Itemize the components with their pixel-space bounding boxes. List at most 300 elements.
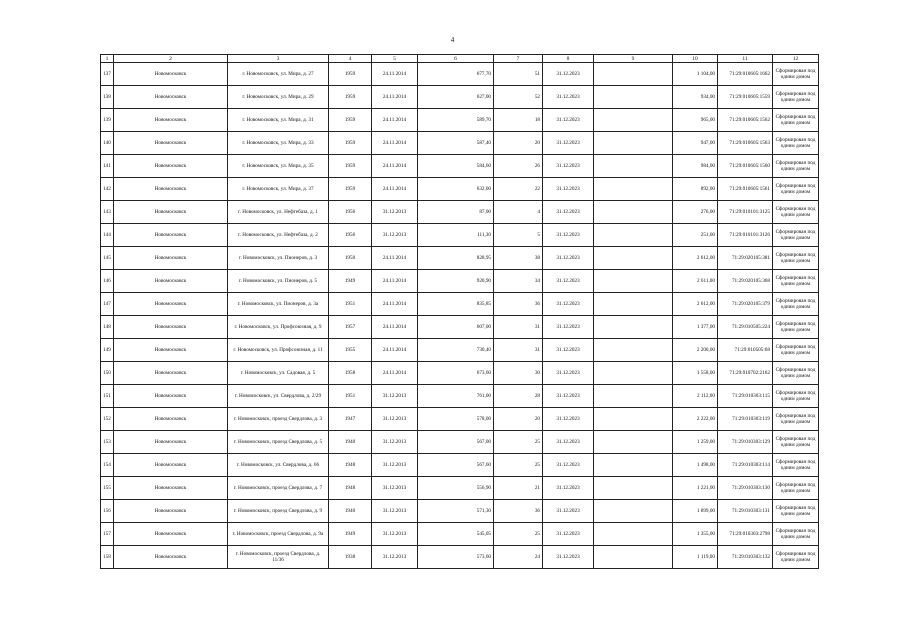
cell-date: 24.11.2014 bbox=[372, 63, 418, 86]
cell-note: Сформирован под одним домом bbox=[773, 339, 819, 362]
cell-note: Сформирован под одним домом bbox=[773, 523, 819, 546]
cell-cadastral-number: 71:29:010101:3126 bbox=[718, 224, 773, 247]
cell-year-built: 1959 bbox=[329, 132, 372, 155]
cell-row-number: 145 bbox=[101, 247, 114, 270]
column-header-11: 11 bbox=[718, 55, 773, 63]
cell-area: 578,00 bbox=[418, 408, 494, 431]
cell-date: 31.12.2013 bbox=[372, 408, 418, 431]
cell-count: 36 bbox=[494, 293, 543, 316]
cell-date: 24.11.2014 bbox=[372, 339, 418, 362]
cell-deadline: 31.12.2023 bbox=[543, 408, 594, 431]
table-row bbox=[101, 339, 819, 362]
table-row bbox=[101, 109, 819, 132]
cell-address: г. Новомосковск, ул. Пионеров, д. 5 bbox=[228, 270, 329, 293]
cell-land-area: 2 611,00 bbox=[673, 270, 718, 293]
cell-note: Сформирован под одним домом bbox=[773, 500, 819, 523]
cell-row-number: 148 bbox=[101, 316, 114, 339]
cell-count: 22 bbox=[494, 178, 543, 201]
cell-count: 25 bbox=[494, 431, 543, 454]
cell-address: г. Новомосковск, ул. Мира, д. 37 bbox=[228, 178, 329, 201]
cell-count: 34 bbox=[494, 270, 543, 293]
cell-land-area: 2 200,00 bbox=[673, 339, 718, 362]
cell-empty bbox=[594, 247, 673, 270]
cell-deadline: 31.12.2023 bbox=[543, 500, 594, 523]
cell-settlement: Новомосковск bbox=[114, 500, 228, 523]
cell-area: 571,30 bbox=[418, 500, 494, 523]
table-row bbox=[101, 132, 819, 155]
column-header-8: 8 bbox=[543, 55, 594, 63]
cell-year-built: 1955 bbox=[329, 339, 372, 362]
cell-address: г. Новомосковск, ул. Мира, д. 27 bbox=[228, 63, 329, 86]
cell-cadastral-number: 71:29:010505:224 bbox=[718, 316, 773, 339]
cell-date: 24.11.2014 bbox=[372, 86, 418, 109]
cell-cadastral-number: 71:29:010303:129 bbox=[718, 431, 773, 454]
cell-row-number: 143 bbox=[101, 201, 114, 224]
cell-empty bbox=[594, 155, 673, 178]
table-row bbox=[101, 155, 819, 178]
column-header-3: 3 bbox=[228, 55, 329, 63]
column-header-2: 2 bbox=[114, 55, 228, 63]
cell-year-built: 1959 bbox=[329, 109, 372, 132]
cell-date: 31.12.2013 bbox=[372, 385, 418, 408]
cell-area: 632,00 bbox=[418, 178, 494, 201]
table-row bbox=[101, 316, 819, 339]
cell-year-built: 1959 bbox=[329, 63, 372, 86]
table-row bbox=[101, 408, 819, 431]
cell-land-area: 934,00 bbox=[673, 86, 718, 109]
cell-count: 18 bbox=[494, 109, 543, 132]
cell-empty bbox=[594, 431, 673, 454]
cell-note: Сформирован под одним домом bbox=[773, 224, 819, 247]
cell-deadline: 31.12.2023 bbox=[543, 247, 594, 270]
cell-deadline: 31.12.2023 bbox=[543, 132, 594, 155]
cell-empty bbox=[594, 385, 673, 408]
cell-cadastral-number: 71:29:010303:131 bbox=[718, 500, 773, 523]
cell-note: Сформирован под одним домом bbox=[773, 431, 819, 454]
cell-date: 31.12.2013 bbox=[372, 454, 418, 477]
cell-address: г. Новомосковск, ул. Профсоюзная, д. 11 bbox=[228, 339, 329, 362]
cell-deadline: 31.12.2023 bbox=[543, 178, 594, 201]
cell-empty bbox=[594, 132, 673, 155]
cell-deadline: 31.12.2023 bbox=[543, 109, 594, 132]
cell-address: г. Новомосковск, ул. Свердлова, д. 2/29 bbox=[228, 385, 329, 408]
cell-land-area: 1 899,00 bbox=[673, 500, 718, 523]
cell-deadline: 31.12.2023 bbox=[543, 523, 594, 546]
cell-date: 31.12.2013 bbox=[372, 523, 418, 546]
cell-year-built: 1951 bbox=[329, 385, 372, 408]
cell-count: 21 bbox=[494, 477, 543, 500]
cell-area: 589,70 bbox=[418, 109, 494, 132]
cell-count: 31 bbox=[494, 316, 543, 339]
cell-land-area: 947,00 bbox=[673, 132, 718, 155]
cell-area: 835,85 bbox=[418, 293, 494, 316]
cell-row-number: 153 bbox=[101, 431, 114, 454]
cell-year-built: 1940 bbox=[329, 431, 372, 454]
column-header-6: 6 bbox=[418, 55, 494, 63]
cell-area: 111,30 bbox=[418, 224, 494, 247]
cell-settlement: Новомосковск bbox=[114, 408, 228, 431]
column-header-12: 12 bbox=[773, 55, 819, 63]
cell-empty bbox=[594, 270, 673, 293]
cell-address: г. Новомосковск, ул. Мира, д. 33 bbox=[228, 132, 329, 155]
cell-row-number: 139 bbox=[101, 109, 114, 132]
cell-year-built: 1949 bbox=[329, 270, 372, 293]
cell-note: Сформирован под одним домом bbox=[773, 385, 819, 408]
cell-row-number: 155 bbox=[101, 477, 114, 500]
cell-note: Сформирован под одним домом bbox=[773, 546, 819, 569]
cell-year-built: 1948 bbox=[329, 454, 372, 477]
cell-year-built: 1959 bbox=[329, 155, 372, 178]
cell-settlement: Новомосковск bbox=[114, 454, 228, 477]
cell-cadastral-number: 71:29:010605:1561 bbox=[718, 178, 773, 201]
cell-row-number: 157 bbox=[101, 523, 114, 546]
cell-land-area: 1 221,00 bbox=[673, 477, 718, 500]
cell-deadline: 31.12.2023 bbox=[543, 293, 594, 316]
table-row bbox=[101, 546, 819, 569]
cell-row-number: 147 bbox=[101, 293, 114, 316]
cell-land-area: 1 119,00 bbox=[673, 546, 718, 569]
cell-deadline: 31.12.2023 bbox=[543, 86, 594, 109]
cell-empty bbox=[594, 201, 673, 224]
cell-deadline: 31.12.2023 bbox=[543, 201, 594, 224]
cell-cadastral-number: 71:29:010303:2798 bbox=[718, 523, 773, 546]
cell-address: г. Новомосковск, ул. Мира, д. 31 bbox=[228, 109, 329, 132]
cell-note: Сформирован под одним домом bbox=[773, 178, 819, 201]
cell-land-area: 1 104,00 bbox=[673, 63, 718, 86]
cell-date: 24.11.2014 bbox=[372, 270, 418, 293]
cell-year-built: 1947 bbox=[329, 408, 372, 431]
cell-address: г. Новомосковск, проезд Свердлова, д. 9 bbox=[228, 500, 329, 523]
cell-address: г. Новомосковск, ул. Мира, д. 29 bbox=[228, 86, 329, 109]
cell-settlement: Новомосковск bbox=[114, 431, 228, 454]
cell-cadastral-number: 71:29:010101:3125 bbox=[718, 201, 773, 224]
cell-land-area: 2 612,00 bbox=[673, 293, 718, 316]
table-row bbox=[101, 500, 819, 523]
cell-address: г. Новомосковск, ул. Нефтебаза, д. 2 bbox=[228, 224, 329, 247]
cell-deadline: 31.12.2023 bbox=[543, 454, 594, 477]
cell-row-number: 140 bbox=[101, 132, 114, 155]
cell-land-area: 1 259,00 bbox=[673, 431, 718, 454]
cell-row-number: 138 bbox=[101, 86, 114, 109]
cell-area: 556,90 bbox=[418, 477, 494, 500]
cell-settlement: Новомосковск bbox=[114, 385, 228, 408]
cell-note: Сформирован под одним домом bbox=[773, 155, 819, 178]
table-row bbox=[101, 86, 819, 109]
cell-area: 567,00 bbox=[418, 431, 494, 454]
cell-settlement: Новомосковск bbox=[114, 546, 228, 569]
cell-row-number: 149 bbox=[101, 339, 114, 362]
cell-year-built: 1959 bbox=[329, 86, 372, 109]
cell-land-area: 2 112,00 bbox=[673, 385, 718, 408]
cell-note: Сформирован под одним домом bbox=[773, 132, 819, 155]
cell-settlement: Новомосковск bbox=[114, 86, 228, 109]
cell-area: 587,40 bbox=[418, 132, 494, 155]
cell-year-built: 1956 bbox=[329, 224, 372, 247]
cell-address: г. Новомосковск, ул. Свердлова, д. 66 bbox=[228, 454, 329, 477]
cell-settlement: Новомосковск bbox=[114, 362, 228, 385]
cell-empty bbox=[594, 293, 673, 316]
cell-settlement: Новомосковск bbox=[114, 477, 228, 500]
cell-settlement: Новомосковск bbox=[114, 109, 228, 132]
cell-year-built: 1958 bbox=[329, 362, 372, 385]
cell-cadastral-number: 71:29:010605:1563 bbox=[718, 132, 773, 155]
cell-settlement: Новомосковск bbox=[114, 316, 228, 339]
cell-land-area: 1 558,00 bbox=[673, 362, 718, 385]
cell-date: 24.11.2014 bbox=[372, 316, 418, 339]
cell-date: 31.12.2013 bbox=[372, 224, 418, 247]
cell-count: 20 bbox=[494, 132, 543, 155]
column-header-10: 10 bbox=[673, 55, 718, 63]
cell-area: 677,70 bbox=[418, 63, 494, 86]
cell-empty bbox=[594, 523, 673, 546]
cell-year-built: 1959 bbox=[329, 178, 372, 201]
cell-deadline: 31.12.2023 bbox=[543, 431, 594, 454]
cell-note: Сформирован под одним домом bbox=[773, 201, 819, 224]
cell-area: 545,05 bbox=[418, 523, 494, 546]
cell-settlement: Новомосковск bbox=[114, 178, 228, 201]
cell-address: г. Новомосковск, ул. Пионеров, д. 3а bbox=[228, 293, 329, 316]
table-row bbox=[101, 178, 819, 201]
cell-row-number: 137 bbox=[101, 63, 114, 86]
table-row bbox=[101, 385, 819, 408]
cell-empty bbox=[594, 454, 673, 477]
cell-year-built: 1949 bbox=[329, 523, 372, 546]
cell-deadline: 31.12.2023 bbox=[543, 270, 594, 293]
cell-count: 4 bbox=[494, 201, 543, 224]
register-table bbox=[100, 54, 819, 569]
table-row bbox=[101, 247, 819, 270]
cell-row-number: 151 bbox=[101, 385, 114, 408]
cell-year-built: 1956 bbox=[329, 201, 372, 224]
cell-address: г. Новомосковск, проезд Свердлова, д. 11/36 bbox=[228, 546, 329, 569]
cell-settlement: Новомосковск bbox=[114, 201, 228, 224]
column-header-9: 9 bbox=[594, 55, 673, 63]
cell-count: 24 bbox=[494, 546, 543, 569]
cell-cadastral-number: 71:29:010303:115 bbox=[718, 385, 773, 408]
cell-cadastral-number: 71:29:010303:119 bbox=[718, 408, 773, 431]
table-row bbox=[101, 523, 819, 546]
cell-address: г. Новомосковск, ул. Нефтебаза, д. 1 bbox=[228, 201, 329, 224]
cell-year-built: 1940 bbox=[329, 500, 372, 523]
cell-land-area: 251,00 bbox=[673, 224, 718, 247]
cell-deadline: 31.12.2023 bbox=[543, 224, 594, 247]
cell-date: 24.11.2014 bbox=[372, 132, 418, 155]
cell-settlement: Новомосковск bbox=[114, 270, 228, 293]
cell-empty bbox=[594, 109, 673, 132]
cell-note: Сформирован под одним домом bbox=[773, 408, 819, 431]
cell-date: 31.12.2013 bbox=[372, 477, 418, 500]
cell-cadastral-number: 71:29:010505:68 bbox=[718, 339, 773, 362]
cell-cadastral-number: 71:29:020105:379 bbox=[718, 293, 773, 316]
cell-address: г. Новомосковск, проезд Свердлова, д. 5 bbox=[228, 431, 329, 454]
cell-year-built: 1957 bbox=[329, 316, 372, 339]
cell-deadline: 31.12.2023 bbox=[543, 385, 594, 408]
cell-cadastral-number: 71:29:010303:132 bbox=[718, 546, 773, 569]
table-row bbox=[101, 431, 819, 454]
cell-settlement: Новомосковск bbox=[114, 155, 228, 178]
column-header-5: 5 bbox=[372, 55, 418, 63]
cell-row-number: 146 bbox=[101, 270, 114, 293]
cell-address: г. Новомосковск, проезд Свердлова, д. 7 bbox=[228, 477, 329, 500]
cell-address: г. Новомосковск, проезд Свердлова, д. 9а bbox=[228, 523, 329, 546]
cell-settlement: Новомосковск bbox=[114, 224, 228, 247]
cell-date: 24.11.2014 bbox=[372, 362, 418, 385]
cell-cadastral-number: 71:29:010605:1560 bbox=[718, 155, 773, 178]
cell-date: 31.12.2013 bbox=[372, 500, 418, 523]
cell-row-number: 152 bbox=[101, 408, 114, 431]
cell-row-number: 150 bbox=[101, 362, 114, 385]
cell-settlement: Новомосковск bbox=[114, 293, 228, 316]
cell-empty bbox=[594, 546, 673, 569]
cell-row-number: 158 bbox=[101, 546, 114, 569]
cell-settlement: Новомосковск bbox=[114, 523, 228, 546]
table-row bbox=[101, 293, 819, 316]
cell-note: Сформирован под одним домом bbox=[773, 247, 819, 270]
cell-count: 38 bbox=[494, 247, 543, 270]
table-row bbox=[101, 270, 819, 293]
cell-land-area: 984,00 bbox=[673, 155, 718, 178]
column-header-4: 4 bbox=[329, 55, 372, 63]
cell-count: 36 bbox=[494, 500, 543, 523]
cell-land-area: 1 377,00 bbox=[673, 316, 718, 339]
page-number: 4 bbox=[450, 36, 455, 44]
cell-note: Сформирован под одним домом bbox=[773, 454, 819, 477]
cell-land-area: 1 355,00 bbox=[673, 523, 718, 546]
cell-area: 584,60 bbox=[418, 155, 494, 178]
cell-address: г. Новомосковск, ул. Садовая, д. 5 bbox=[228, 362, 329, 385]
cell-settlement: Новомосковск bbox=[114, 339, 228, 362]
cell-date: 31.12.2013 bbox=[372, 546, 418, 569]
cell-area: 761,00 bbox=[418, 385, 494, 408]
cell-row-number: 144 bbox=[101, 224, 114, 247]
table-row bbox=[101, 362, 819, 385]
cell-note: Сформирован под одним домом bbox=[773, 109, 819, 132]
cell-empty bbox=[594, 500, 673, 523]
table-row bbox=[101, 201, 819, 224]
cell-empty bbox=[594, 339, 673, 362]
cell-row-number: 156 bbox=[101, 500, 114, 523]
cell-deadline: 31.12.2023 bbox=[543, 477, 594, 500]
column-header-1: 1 bbox=[101, 55, 114, 63]
cell-area: 607,00 bbox=[418, 316, 494, 339]
cell-cadastral-number: 71:29:010303:130 bbox=[718, 477, 773, 500]
cell-deadline: 31.12.2023 bbox=[543, 362, 594, 385]
cell-count: 51 bbox=[494, 63, 543, 86]
cell-cadastral-number: 71:29:020105:368 bbox=[718, 270, 773, 293]
cell-land-area: 965,00 bbox=[673, 109, 718, 132]
cell-land-area: 2 612,00 bbox=[673, 247, 718, 270]
cell-empty bbox=[594, 63, 673, 86]
cell-cadastral-number: 71:29:010605:1662 bbox=[718, 63, 773, 86]
cell-area: 920,90 bbox=[418, 270, 494, 293]
cell-settlement: Новомосковск bbox=[114, 132, 228, 155]
cell-area: 567,60 bbox=[418, 454, 494, 477]
cell-cadastral-number: 71:29:010605:1559 bbox=[718, 86, 773, 109]
cell-count: 5 bbox=[494, 224, 543, 247]
table-row bbox=[101, 224, 819, 247]
cell-date: 24.11.2014 bbox=[372, 247, 418, 270]
cell-address: г. Новомосковск, проезд Свердлова, д. 3 bbox=[228, 408, 329, 431]
cell-row-number: 141 bbox=[101, 155, 114, 178]
cell-date: 24.11.2014 bbox=[372, 293, 418, 316]
cell-count: 31 bbox=[494, 339, 543, 362]
cell-empty bbox=[594, 408, 673, 431]
cell-settlement: Новомосковск bbox=[114, 63, 228, 86]
cell-land-area: 2 222,00 bbox=[673, 408, 718, 431]
cell-empty bbox=[594, 362, 673, 385]
cell-date: 31.12.2013 bbox=[372, 201, 418, 224]
cell-cadastral-number: 71:29:010702:2162 bbox=[718, 362, 773, 385]
cell-empty bbox=[594, 224, 673, 247]
cell-area: 627,00 bbox=[418, 86, 494, 109]
cell-area: 87,00 bbox=[418, 201, 494, 224]
cell-deadline: 31.12.2023 bbox=[543, 63, 594, 86]
cell-deadline: 31.12.2023 bbox=[543, 316, 594, 339]
cell-year-built: 1951 bbox=[329, 293, 372, 316]
cell-count: 28 bbox=[494, 385, 543, 408]
cell-empty bbox=[594, 86, 673, 109]
cell-date: 24.11.2014 bbox=[372, 178, 418, 201]
cell-area: 573,60 bbox=[418, 546, 494, 569]
cell-count: 25 bbox=[494, 523, 543, 546]
cell-area: 730,40 bbox=[418, 339, 494, 362]
cell-year-built: 1938 bbox=[329, 546, 372, 569]
cell-row-number: 142 bbox=[101, 178, 114, 201]
cell-settlement: Новомосковск bbox=[114, 247, 228, 270]
cell-empty bbox=[594, 477, 673, 500]
cell-note: Сформирован под одним домом bbox=[773, 63, 819, 86]
cell-address: г. Новомосковск, ул. Пионеров, д. 3 bbox=[228, 247, 329, 270]
cell-note: Сформирован под одним домом bbox=[773, 270, 819, 293]
cell-cadastral-number: 71:29:010605:1562 bbox=[718, 109, 773, 132]
cell-cadastral-number: 71:29:020105:381 bbox=[718, 247, 773, 270]
cell-row-number: 154 bbox=[101, 454, 114, 477]
cell-cadastral-number: 71:29:010303:114 bbox=[718, 454, 773, 477]
cell-date: 31.12.2013 bbox=[372, 431, 418, 454]
cell-note: Сформирован под одним домом bbox=[773, 477, 819, 500]
cell-land-area: 276,00 bbox=[673, 201, 718, 224]
cell-count: 20 bbox=[494, 408, 543, 431]
table-row bbox=[101, 454, 819, 477]
cell-count: 25 bbox=[494, 454, 543, 477]
cell-address: г. Новомосковск, ул. Мира, д. 35 bbox=[228, 155, 329, 178]
cell-land-area: 892,00 bbox=[673, 178, 718, 201]
cell-count: 26 bbox=[494, 155, 543, 178]
cell-address: г. Новомосковск, ул. Профсоюзная, д. 9 bbox=[228, 316, 329, 339]
cell-count: 52 bbox=[494, 86, 543, 109]
cell-note: Сформирован под одним домом bbox=[773, 293, 819, 316]
cell-deadline: 31.12.2023 bbox=[543, 546, 594, 569]
cell-note: Сформирован под одним домом bbox=[773, 316, 819, 339]
cell-date: 24.11.2014 bbox=[372, 109, 418, 132]
cell-note: Сформирован под одним домом bbox=[773, 86, 819, 109]
cell-area: 828,95 bbox=[418, 247, 494, 270]
column-header-7: 7 bbox=[494, 55, 543, 63]
table-row bbox=[101, 477, 819, 500]
cell-note: Сформирован под одним домом bbox=[773, 362, 819, 385]
cell-year-built: 1948 bbox=[329, 477, 372, 500]
cell-area: 673,60 bbox=[418, 362, 494, 385]
cell-empty bbox=[594, 316, 673, 339]
cell-date: 24.11.2014 bbox=[372, 155, 418, 178]
header-row bbox=[101, 55, 819, 63]
cell-empty bbox=[594, 178, 673, 201]
cell-year-built: 1950 bbox=[329, 247, 372, 270]
table-row bbox=[101, 63, 819, 86]
cell-land-area: 1 498,00 bbox=[673, 454, 718, 477]
cell-deadline: 31.12.2023 bbox=[543, 339, 594, 362]
cell-count: 30 bbox=[494, 362, 543, 385]
